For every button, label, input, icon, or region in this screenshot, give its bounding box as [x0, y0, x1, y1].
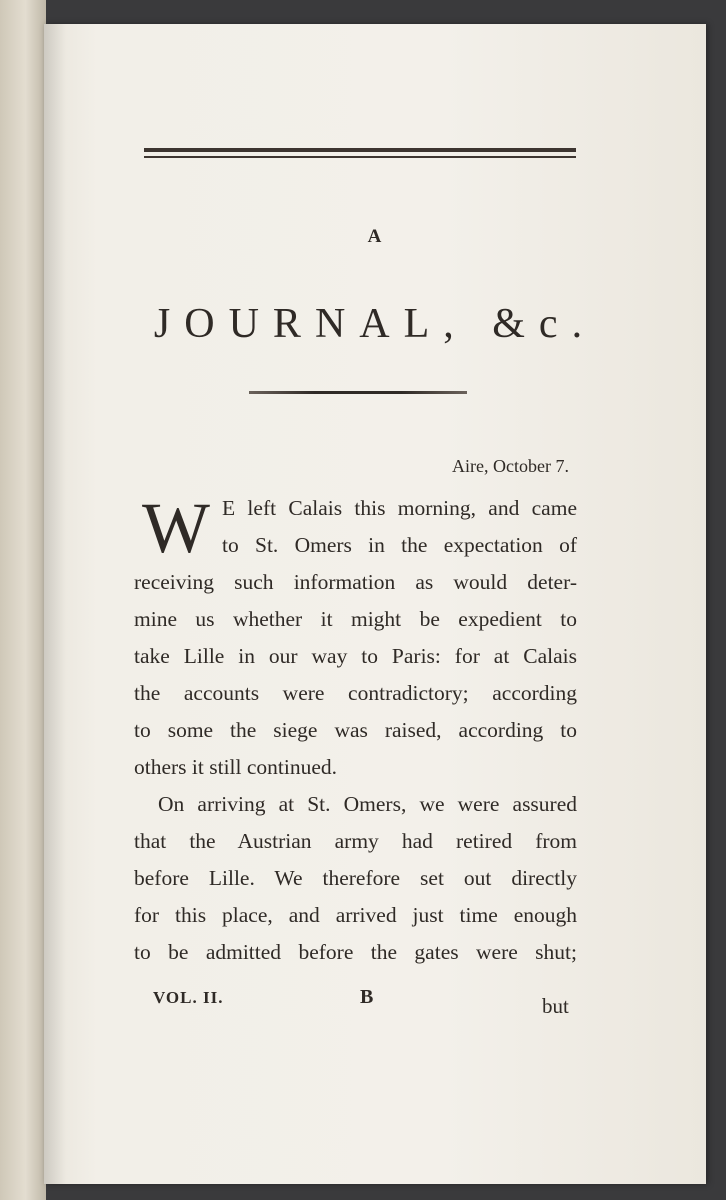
- header-rule-thin: [144, 156, 576, 158]
- text-line-5: take Lille in our way to Paris: for at Calais: [134, 644, 577, 668]
- drop-cap: W: [142, 488, 210, 568]
- text-line-3: receiving such information as would deter-: [134, 570, 577, 594]
- text-line-2: to St. Omers in the expectation of: [222, 533, 577, 557]
- page-title: JOURNAL, &c.: [153, 301, 597, 347]
- text-line-11: before Lille. We therefore set out directly: [134, 866, 577, 890]
- catchword: but: [542, 994, 569, 1018]
- text-line-8: others it still continued.: [134, 755, 338, 779]
- ornament-rule: [249, 391, 467, 394]
- facing-page-edge: [0, 0, 46, 1200]
- gutter-shadow: [44, 24, 66, 1184]
- text-line-9: On arriving at St. Omers, we were assured: [158, 792, 577, 816]
- header-double-rule: [144, 148, 576, 160]
- text-line-6: the accounts were contradictory; according: [134, 681, 577, 705]
- heading-article: A: [367, 226, 383, 247]
- volume-number: VOL. II.: [153, 988, 224, 1007]
- header-rule-thick: [144, 148, 576, 152]
- signature-mark: B: [360, 986, 374, 1008]
- text-line-7: to some the siege was raised, according to: [134, 718, 577, 742]
- text-line-1: E left Calais this morning, and came: [222, 496, 577, 520]
- text-line-4: mine us whether it might be expedient to: [134, 607, 577, 631]
- text-line-12: for this place, and arrived just time enough: [134, 903, 577, 927]
- dateline: Aire, October 7.: [452, 456, 569, 476]
- book-page: [44, 24, 706, 1184]
- text-line-13: to be admitted before the gates were shut;: [134, 940, 577, 964]
- text-line-10: that the Austrian army had retired from: [134, 829, 577, 853]
